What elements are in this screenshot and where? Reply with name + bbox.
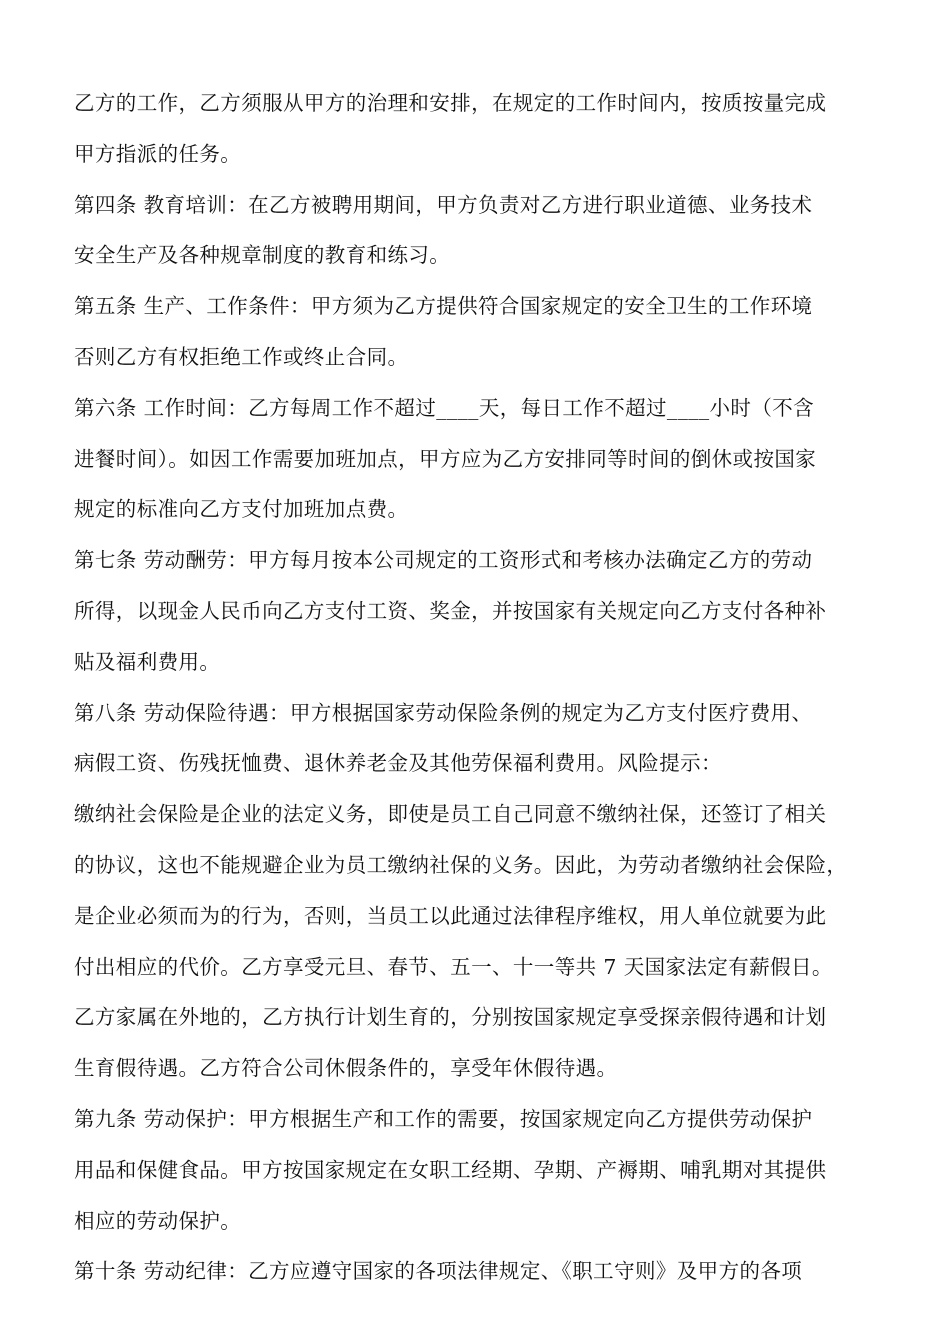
- article-5-line: 第五条 生产、工作条件：甲方须为乙方提供符合国家规定的安全卫生的工作环境: [74, 294, 813, 319]
- article-10-line: 第十条 劳动纪律：乙方应遵守国家的各项法律规定、《职工守则》及甲方的各项: [74, 1259, 803, 1284]
- text-line: 生育假待遇。乙方符合公司休假条件的，享受年休假待遇。: [74, 1056, 618, 1081]
- text-line: 付出相应的代价。乙方享受元旦、春节、五一、十一等共 7 天国家法定有薪假日。: [74, 954, 833, 979]
- text-line: 用品和保健食品。甲方按国家规定在女职工经期、孕期、产褥期、哺乳期对其提供: [74, 1157, 827, 1182]
- text-line: 否则乙方有权拒绝工作或终止合同。: [74, 344, 409, 369]
- article-8-line: 第八条 劳动保险待遇：甲方根据国家劳动保险条例的规定为乙方支付医疗费用、: [74, 700, 813, 725]
- article-7-line: 第七条 劳动酬劳：甲方每月按本公司规定的工资形式和考核办法确定乙方的劳动: [74, 548, 813, 573]
- text-line: 规定的标准向乙方支付加班加点费。: [74, 497, 409, 522]
- article-4-line: 第四条 教育培训：在乙方被聘用期间，甲方负责对乙方进行职业道德、业务技术: [74, 192, 813, 217]
- text-line: 的协议，这也不能规避企业为员工缴纳社保的义务。因此，为劳动者缴纳社会保险，: [74, 852, 848, 877]
- text-line: 乙方家属在外地的，乙方执行计划生育的，分别按国家规定享受探亲假待遇和计划: [74, 1005, 827, 1030]
- article-6-line: 第六条 工作时间：乙方每周工作不超过____天，每日工作不超过____小时（不含: [74, 395, 815, 420]
- text-line: 病假工资、伤残抚恤费、退休养老金及其他劳保福利费用。风险提示：: [74, 751, 722, 776]
- contract-body-text: [74, 82, 884, 1301]
- text-line: 缴纳社会保险是企业的法定义务，即使是员工自己同意不缴纳社保，还签订了相关: [74, 802, 827, 827]
- article-9-line: 第九条 劳动保护：甲方根据生产和工作的需要，按国家规定向乙方提供劳动保护: [74, 1106, 813, 1131]
- text-line: 乙方的工作，乙方须服从甲方的治理和安排，在规定的工作时间内，按质按量完成: [74, 91, 827, 115]
- text-line: 贴及福利费用。: [74, 649, 221, 674]
- text-line: 进餐时间）。如因工作需要加班加点，甲方应为乙方安排同等时间的倒休或按国家: [74, 446, 817, 471]
- text-line: 所得，以现金人民币向乙方支付工资、奖金，并按国家有关规定向乙方支付各种补: [74, 598, 827, 623]
- text-line: 安全生产及各种规章制度的教育和练习。: [74, 243, 451, 268]
- text-line: 是企业必须而为的行为，否则，当员工以此通过法律程序维权，用人单位就要为此: [74, 903, 827, 928]
- text-line: 相应的劳动保护。: [74, 1208, 242, 1233]
- text-line: 甲方指派的任务。: [74, 141, 242, 166]
